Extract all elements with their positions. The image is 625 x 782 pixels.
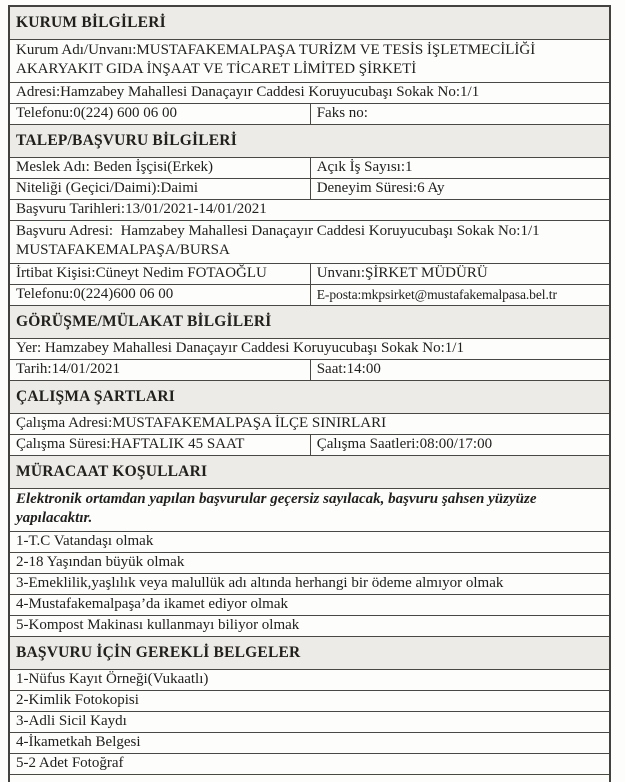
field-gorusme-yeri: Yer: Hamzabey Mahallesi Danaçayır Caddesi Koruyucubaşı Sokak No:1/1 (10, 339, 609, 360)
section-header-gerekli-belgeler: BAŞVURU İÇİN GEREKLİ BELGELER (10, 637, 609, 670)
field-kurum-adi-unvani: Kurum Adı/Unvanı:MUSTAFAKEMALPAŞA TURİZM VE TESİS İŞLETMECİLİĞİ AKARYAKIT GIDA İNŞAAT VE TİCARET LİMİTED ŞİRKETİ (10, 40, 609, 83)
field-elektronik-basvuru-uyarisi: Elektronik ortamdan yapılan başvurular geçersiz sayılacak, başvuru şahsen yüzyüze yapılacaktır. (10, 489, 609, 532)
table-cutoff-stub (10, 775, 609, 782)
field-basvuru-tarihleri: Başvuru Tarihleri:13/01/2021-14/01/2021 (10, 200, 609, 221)
row-telefon-faks (10, 104, 609, 125)
condition-item-3: 3-Emeklilik,yaşlılık veya malullük adı altında herhangi bir ödeme almıyor olmak (10, 574, 609, 595)
condition-item-2: 2-18 Yaşından büyük olmak (10, 553, 609, 574)
document-item-5: 5-2 Adet Fotoğraf (10, 754, 609, 775)
field-gorusme-tarihi: Tarih:14/01/2021 (10, 360, 311, 380)
field-niteligi: Niteliği (Geçici/Daimi):Daimi (10, 179, 311, 199)
field-acik-is-sayisi: Açık İş Sayısı:1 (316, 159, 413, 175)
field-faks-no: Faks no: (316, 105, 368, 121)
section-header-talep-basvuru: TALEP/BAŞVURU BİLGİLERİ (10, 125, 609, 158)
document-item-2: 2-Kimlik Fotokopisi (10, 691, 609, 712)
field-calisma-adresi: Çalışma Adresi:MUSTAFAKEMALPAŞA İLÇE SINIRLARI (10, 414, 609, 435)
field-basvuru-adresi: Başvuru Adresi: Hamzabey Mahallesi Danaçayır Caddesi Koruyucubaşı Sokak No:1/1 MUSTAFAKEMALPAŞA/BURSA (10, 221, 609, 264)
document-item-3: 3-Adli Sicil Kaydı (10, 712, 609, 733)
row-tarih-saat (10, 360, 609, 381)
field-kurum-telefonu: Telefonu:0(224) 600 06 00 (10, 104, 311, 124)
job-posting-form-table (8, 5, 611, 782)
document-item-1: 1-Nüfus Kayıt Örneği(Vukaatlı) (10, 670, 609, 691)
field-irtibat-kisisi: İrtibat Kişisi:Cüneyt Nedim FOTAOĞLU (10, 264, 311, 284)
field-eposta: E-posta:mkpsirket@mustafakemalpasa.bel.tr (316, 287, 557, 302)
field-unvani: Unvanı:ŞİRKET MÜDÜRÜ (316, 265, 488, 281)
row-nitelik-deneyim (10, 179, 609, 200)
row-sure-saatler (10, 435, 609, 456)
field-meslek-adi: Meslek Adı: Beden İşçisi(Erkek) (10, 158, 311, 178)
row-irtibat-unvan (10, 264, 609, 285)
field-irtibat-telefonu: Telefonu:0(224)600 06 00 (10, 285, 311, 305)
field-gorusme-saati: Saat:14:00 (316, 361, 381, 377)
condition-item-4: 4-Mustafakemalpaşa’da ikamet ediyor olmak (10, 595, 609, 616)
section-header-calisma-sartlari: ÇALIŞMA ŞARTLARI (10, 381, 609, 414)
section-header-muracaat-kosullari: MÜRACAAT KOŞULLARI (10, 456, 609, 489)
field-deneyim-suresi: Deneyim Süresi:6 Ay (316, 180, 445, 196)
field-calisma-saatleri: Çalışma Saatleri:08:00/17:00 (316, 436, 493, 452)
section-header-gorusme-mulakat: GÖRÜŞME/MÜLAKAT BİLGİLERİ (10, 306, 609, 339)
condition-item-1: 1-T.C Vatandaşı olmak (10, 532, 609, 553)
section-header-kurum-bilgileri: KURUM BİLGİLERİ (10, 7, 609, 40)
row-meslek-acikis (10, 158, 609, 179)
field-calisma-suresi: Çalışma Süresi:HAFTALIK 45 SAAT (10, 435, 311, 455)
field-kurum-adresi: Adresi:Hamzabey Mahallesi Danaçayır Caddesi Koruyucubaşı Sokak No:1/1 (10, 83, 609, 104)
document-item-4: 4-İkametkah Belgesi (10, 733, 609, 754)
condition-item-5: 5-Kompost Makinası kullanmayı biliyor olmak (10, 616, 609, 637)
row-telefon-eposta (10, 285, 609, 306)
